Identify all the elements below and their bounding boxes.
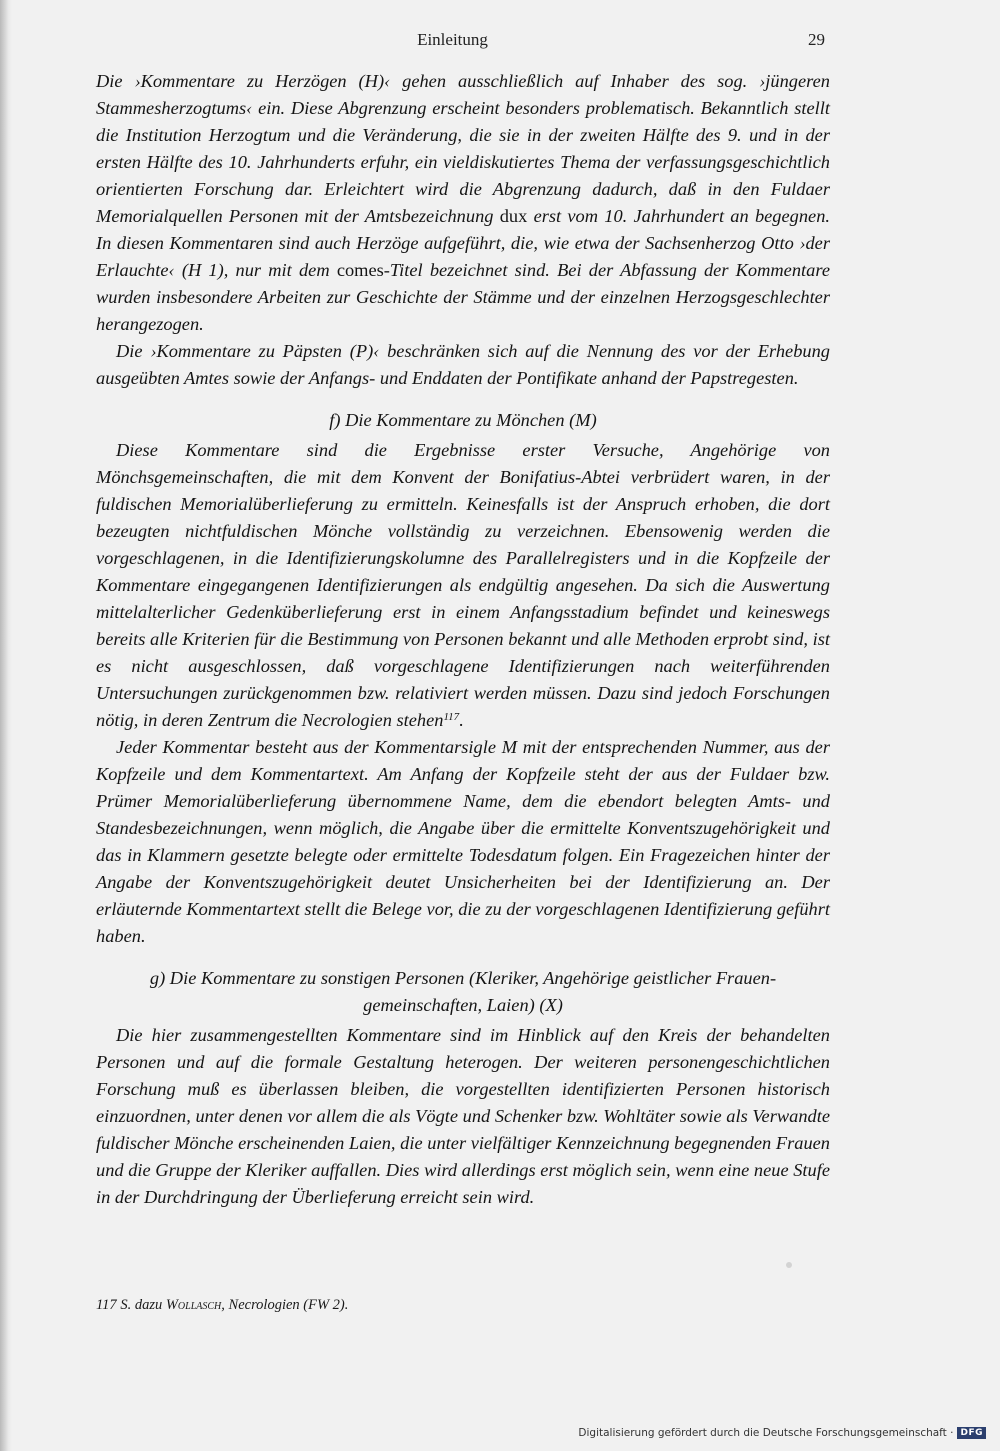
- footnote-author: Wollasch: [165, 1297, 222, 1313]
- footnote: [96, 1295, 830, 1315]
- section-heading-sonstige: [96, 965, 830, 1019]
- paragraph-moenche-end: .: [459, 710, 464, 730]
- footnote-prefix: S. dazu: [120, 1297, 163, 1313]
- dfg-logo: DFG: [957, 1427, 986, 1439]
- footer-text: Digitalisierung gefördert durch die Deutsche Forschungsgemeinschaft ·: [578, 1427, 954, 1439]
- section-heading-sonstige-line1: g) Die Kommentare zu sonstigen Personen (Kleriker, Angehörige geistlicher Frauen-: [149, 968, 777, 988]
- footnote-rest: , Necrologien (FW 2).: [221, 1297, 349, 1313]
- paragraph-herzoege: [96, 68, 830, 338]
- paragraph-herzoege-text-3: -Titel bezeichnet sind. Bei der Abfassung der Kommentare wurden insbesondere Arbeiten zur Geschichte der Stämme und der einzelnen Herzogsgeschlechter herangezogen.: [96, 260, 830, 334]
- running-head: Einleitung: [417, 30, 488, 49]
- footnote-reference[interactable]: 117: [443, 711, 460, 723]
- footnote-number: 117: [96, 1297, 117, 1313]
- page-number: 29: [808, 30, 825, 49]
- term-comes: comes: [336, 260, 384, 280]
- term-dux: dux: [499, 206, 528, 226]
- section-heading-sonstige-line2: gemeinschaften, Laien) (X): [363, 995, 563, 1015]
- paragraph-moenche: [96, 437, 830, 734]
- page-header: [0, 30, 1000, 54]
- paragraph-moenche-text: Diese Kommentare sind die Ergebnisse erster Versuche, Angehörige von Mönchsgemeinschaften, die mit dem Konvent der Bonifatius-Abtei verbrüdert waren, in der fuldischen Memorialüberlieferung zu ermitteln. Keinesfalls ist der Anspruch erhoben, die dort bezeugten nichtfuldischen Mönche vollständig zu verzeichnen. Ebensowenig werden die vorgeschlagenen, in die Identifizierungskolumne des Parallelregisters und in die Kopfzeile der Kommentare eingegangenen Identifizierungen als endgültig angesehen. Da sich die Auswertung mittelalterlicher Gedenküberlieferung erst in einem Anfangsstadium befindet und keineswegs bereits alle Kriterien für die Bestimmung von Personen bekannt und alle Methoden erprobt sind, ist es nicht ausgeschlossen, daß vorgeschlagene Identifizierungen nach weiterführenden Untersuchungen zurückgenommen bzw. relativiert werden müssen. Dazu sind jedoch Forschungen nötig, in deren Zentrum die Necrologien stehen: [96, 440, 830, 730]
- paragraph-sonstige: Die hier zusammengestellten Kommentare sind im Hinblick auf den Kreis der behandelten Personen und auf die formale Gestaltung heterogen. Der weiteren personengeschichtlichen Forschung muß es überlassen bleiben, die vorgestellten identifizierten Personen historisch einzuordnen, unter denen vor allem die als Vögte und Schenker bzw. Wohltäter sowie als Verwandte fuldischer Mönche erscheinenden Laien, die unter vielfältiger Kennzeichnung begegnenden Frauen und die Gruppe der Kleriker auffallen. Dies wird allerdings erst möglich sein, wenn eine neue Stufe in der Durchdringung der Überlieferung erreicht sein wird.: [96, 1025, 830, 1207]
- section-heading-moenche: f) Die Kommentare zu Mönchen (M): [329, 410, 597, 430]
- paragraph-herzoege-text-1: Die ›Kommentare zu Herzögen (H)‹ gehen ausschließlich auf Inhaber des sog. ›jüngeren Stammesherzogtums‹ ein. Diese Abgrenzung erscheint besonders problematisch. Bekanntlich stellt die Institution Herzogtum und die Veränderung, die sie in der zweiten Hälfte des 9. und in der ersten Hälfte des 10. Jahrhunderts erfuhr, ein vieldiskutiertes Thema der verfassungsgeschichtlich orientierten Forschung dar. Erleichtert wird die Abgrenzung dadurch, daß in den Fuldaer Memorialquellen Personen mit der Amtsbezeichnung: [96, 71, 830, 226]
- digitization-footer: [578, 1425, 986, 1441]
- page-edge-shadow: [0, 0, 12, 1451]
- page-body: [96, 68, 830, 1211]
- paragraph-kommentaraufbau: Jeder Kommentar besteht aus der Kommentarsigle M mit der entsprechenden Nummer, aus der Kopfzeile und dem Kommentartext. Am Anfang der Kopfzeile steht der aus der Fuldaer bzw. Prümer Memorialüberlieferung übernommene Name, dem die ebendort belegten Amts- und Standesbezeichnungen, wenn möglich, die Angabe über die ermittelte Konventszugehörigkeit und das in Klammern gesetzte belegte oder ermittelte Todesdatum folgen. Ein Fragezeichen hinter der Angabe der Konventszugehörigkeit deutet Unsicherheiten bei der Identifizierung an. Der erläuternde Kommentartext stellt die Belege vor, die zu der vorgeschlagenen Identifizierung geführt haben.: [96, 737, 830, 946]
- paragraph-herzoege-text-2: erst vom 10. Jahrhundert an begegnen. In diesen Kommentaren sind auch Herzöge aufgeführt, die, wie etwa der Sachsenherzog Otto ›der Erlauchte‹ (H 1), nur mit dem: [96, 206, 831, 280]
- scan-speck: [786, 1262, 792, 1268]
- paragraph-paepste: Die ›Kommentare zu Päpsten (P)‹ beschränken sich auf die Nennung des vor der Erhebung ausgeübten Amtes sowie der Anfangs- und Enddaten der Pontifikate anhand der Papstregesten.: [96, 341, 830, 388]
